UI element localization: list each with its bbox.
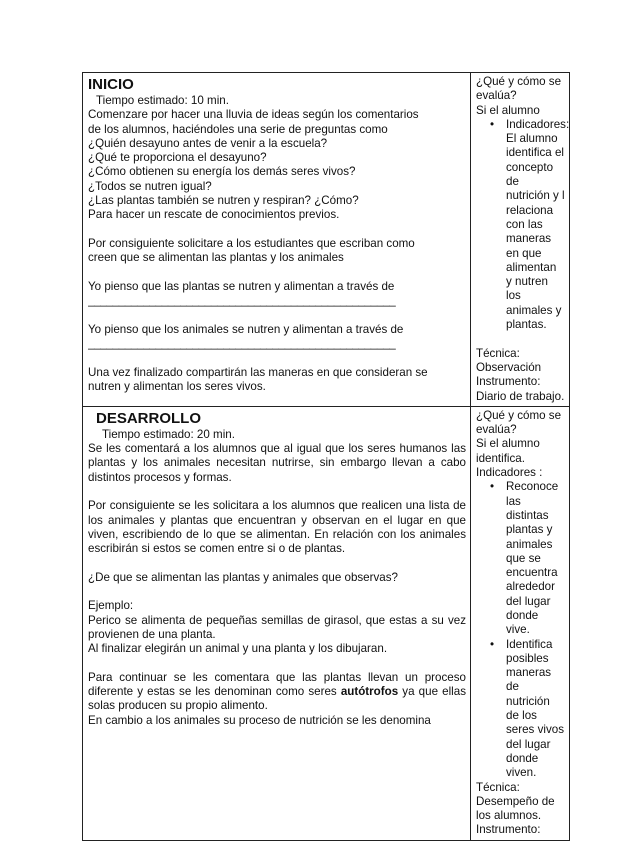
inicio-closing-line: Una vez finalizado compartirán las maneras en que consideran se bbox=[88, 365, 428, 379]
indicator-item: • Identifica posibles maneras de nutrición de los seres vivos del lugar donde viven. bbox=[506, 638, 565, 781]
desarrollo-paragraph: Por consiguiente se les solicitara a los alumnos que realicen una lista de los animales y plantas que encuentran y observan en el lugar en que viven, escribiendo de lo que se alimentan. En relación con los animales escribirán si estos se comen entre si o de plantas. bbox=[88, 499, 466, 556]
desarrollo-paragraph: Se les comentará a los alumnos que al igual que los seres humanos las plantas y los animales necesitan nutrirse, sin embargo llevan a cabo distintos procesos y formas. bbox=[88, 442, 466, 484]
evaluation-instrument: Instrumento: bbox=[476, 823, 541, 837]
indicators-label: Indicadores : bbox=[476, 466, 543, 480]
spacer bbox=[88, 351, 466, 365]
answer-blank-line: __________________________________________________ bbox=[88, 337, 396, 351]
autotrofos-paragraph bbox=[88, 671, 466, 714]
evaluation-question: ¿Qué y cómo se evalúa? bbox=[476, 408, 562, 437]
spacer bbox=[88, 266, 466, 280]
inicio-closing-line: nutren y alimentan los seres vivos. bbox=[88, 379, 266, 393]
desarrollo-row bbox=[83, 406, 570, 840]
inicio-question: ¿Qué te proporciona el desayuno? bbox=[88, 151, 267, 165]
inicio-question: ¿Todos se nutren igual? bbox=[88, 179, 212, 193]
indicator-list bbox=[476, 117, 570, 332]
inicio-line: de los alumnos, haciéndoles una serie de preguntas como bbox=[88, 122, 388, 136]
spacer bbox=[88, 223, 466, 237]
inicio-question: ¿Las plantas también se nutren y respiran? ¿Cómo? bbox=[88, 194, 359, 208]
spacer bbox=[88, 585, 466, 599]
desarrollo-heading: DESARROLLO bbox=[96, 409, 201, 427]
desarrollo-evaluation-cell bbox=[471, 406, 570, 840]
example-label: Ejemplo: bbox=[88, 599, 134, 613]
spacer bbox=[88, 557, 466, 571]
inicio-paragraph-line: Por consiguiente solicitare a los estudiantes que escriban como bbox=[88, 236, 415, 250]
animals-prompt: Yo pienso que los animales se nutren y alimentan a través de bbox=[88, 322, 404, 336]
desarrollo-question: ¿De que se alimentan las plantas y animales que observas? bbox=[88, 570, 398, 584]
spacer bbox=[88, 657, 466, 671]
plants-prompt: Yo pienso que las plantas se nutren y alimentan a través de bbox=[88, 279, 395, 293]
inicio-heading: INICIO bbox=[88, 76, 134, 93]
indicator-item: • Reconoce las distintas plantas y animales que se encuentra alrededor del lugar donde vive. bbox=[506, 480, 565, 637]
evaluation-question: ¿Qué y cómo se evalúa? bbox=[476, 75, 562, 103]
inicio-paragraph-line: creen que se alimentan las plantas y los animales bbox=[88, 251, 344, 265]
desarrollo-time: Tiempo estimado: 20 min. bbox=[102, 427, 235, 441]
spacer bbox=[88, 485, 466, 499]
inicio-question: ¿Quién desayuno antes de venir a la escuela? bbox=[88, 136, 328, 150]
autotrofos-term: autótrofos bbox=[340, 685, 399, 699]
inicio-evaluation-cell bbox=[471, 73, 570, 407]
inicio-line: Para hacer un rescate de conocimientos previos. bbox=[88, 208, 340, 222]
desarrollo-cell bbox=[83, 406, 471, 840]
autotrofos-text-before: Para continuar se les comentara que las plantas llevan un proceso diferente y estas se les denominan como seres bbox=[88, 670, 466, 699]
desarrollo-last-line: En cambio a los animales su proceso de nutrición se les denomina bbox=[88, 713, 431, 727]
indicator-list bbox=[476, 480, 565, 780]
evaluation-intro: Si el alumno bbox=[476, 103, 540, 117]
evaluation-technique: Técnica: Desempeño de los alumnos. bbox=[476, 780, 555, 823]
evaluation-technique: Técnica: Observación bbox=[476, 346, 542, 374]
evaluation-instrument: Instrumento: Diario de trabajo. bbox=[476, 375, 565, 403]
inicio-question: ¿Cómo obtienen su energía los demás seres vivos? bbox=[88, 165, 356, 179]
autotrofos-text-after: ya que ellas solas producen su propio alimento. bbox=[88, 685, 466, 713]
inicio-line: Comenzare por hacer una lluvia de ideas según los comentarios bbox=[88, 108, 419, 122]
lesson-plan-table bbox=[82, 72, 570, 841]
evaluation-intro: Si el alumno identifica. bbox=[476, 437, 540, 465]
drawing-instruction: Al finalizar elegirán un animal y una planta y los dibujaran. bbox=[88, 642, 388, 656]
spacer bbox=[476, 332, 565, 346]
answer-blank-line: __________________________________________________ bbox=[88, 294, 396, 308]
inicio-cell bbox=[83, 73, 471, 407]
inicio-time: Tiempo estimado: 10 min. bbox=[96, 94, 229, 107]
inicio-row bbox=[83, 73, 570, 407]
example-text: Perico se alimenta de pequeñas semillas de girasol, que estas a su vez provienen de una planta. bbox=[88, 613, 466, 641]
indicator-item: • Indicadores: El alumno identifica el concepto de nutrición y l relaciona con las maneras en que alimentan y nutren los animales y plantas. bbox=[506, 118, 565, 332]
spacer bbox=[88, 308, 466, 322]
